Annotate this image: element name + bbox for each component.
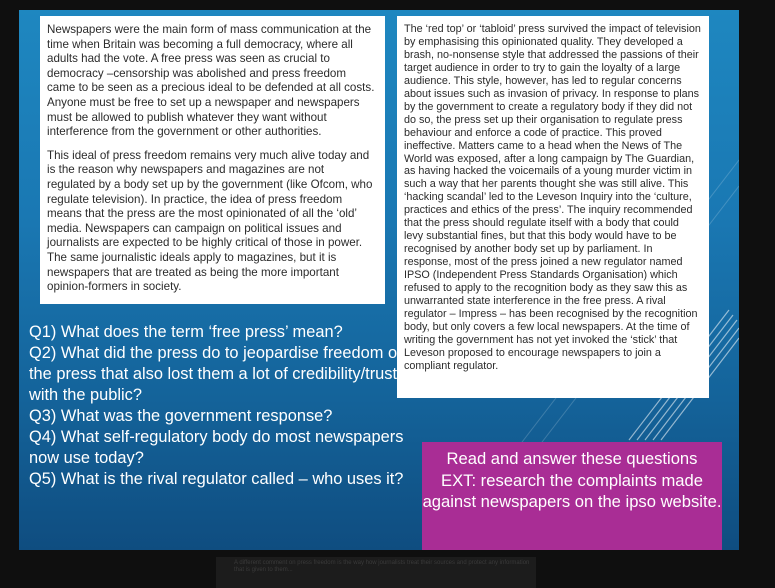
article-right-paragraph: The ‘red top’ or ‘tabloid’ press survived the impact of television by emphasising this opinionated quality. They developed a brash, no-nonsense style that addressed the passions of their target audience in order to try to gain the loyalty of a large audience. This style, however, has led to regular concerns about issues such as invasion of privacy. In response to plans by the government to create a regulatory body if they did not do so, the press set up their organisation to regulate press behaviour and enforce a code of practice. This proved ineffective. Matters came to a head when the News of The World was exposed, after a long campaign by The Guardian, as having hacked the voicemails of a young murder victim in such a way that her parents thought she was still alive. This ‘hacking scandal’ led to the Leveson Inquiry into the ‘culture, practices and ethics of the press’. The inquiry recommended that the press should regulate itself with a body that could levy substantial fines, but that this body would have to be recognised by another body set up by parliament. In response, most of the press joined a new regulator named IPSO (Independent Press Standards Organisation) which refused to apply to the recognition body as they saw this as unwarranted state interference in the free press. A rival regulator – Impress – has been recognised by the recognition body, but only covers a few local newspapers. At the time of writing the government has not yet invoked the ‘stick’ that Leveson proposed to encourage newspapers to join a compliant regulator. [404, 23, 701, 372]
question-3: Q3) What was the government response? [29, 407, 333, 425]
article-left-paragraph-1: Newspapers were the main form of mass communication at the time when Britain was becoming a full democracy, where all adults had the vote. A free press was seen as crucial to democracy –censorship was abolished and press freedom came to be seen as a precious ideal to be defended at all costs. Anyone must be free to set up a newspaper and newspapers must be allowed to publish whatever they want without interference from the government or other authorities. [47, 23, 375, 139]
slide [19, 10, 739, 550]
article-left-box [40, 16, 385, 304]
presenter-note-bar [216, 557, 536, 588]
question-1: Q1) What does the term ‘free press’ mean? [29, 323, 343, 341]
task-instruction-box [422, 442, 722, 550]
article-right-box [397, 16, 709, 398]
task-instruction: Read and answer these questions [446, 449, 698, 468]
question-4: Q4) What self-regulatory body do most newspapers now use today? [29, 428, 404, 467]
question-2: Q2) What did the press do to jeopardise freedom of the press that also lost them a lot of credibility/trust with the public? [29, 344, 402, 404]
questions-list [29, 322, 414, 490]
task-extension: EXT: research the complaints made against newspapers on the ipso website. [422, 470, 722, 511]
article-left-paragraph-2: This ideal of press freedom remains very much alive today and is the reason why newspapers and magazines are not regulated by a body set up by the government (like Ofcom, who regulate television). In practice, the idea of press freedom means that the press are the most opinionated of all the ‘old’ media. Newspapers can campaign on political issues and journalists are expected to be highly critical of those in power. The same journalistic ideals apply to magazines, but it is newspapers that are treated as being the more important opinion-formers in society. [47, 148, 373, 294]
question-5: Q5) What is the rival regulator called – who uses it? [29, 470, 404, 488]
presenter-note-text: A different comment on press freedom is the way how journalists treat their sources and protect any information that is given to them... [234, 560, 530, 573]
